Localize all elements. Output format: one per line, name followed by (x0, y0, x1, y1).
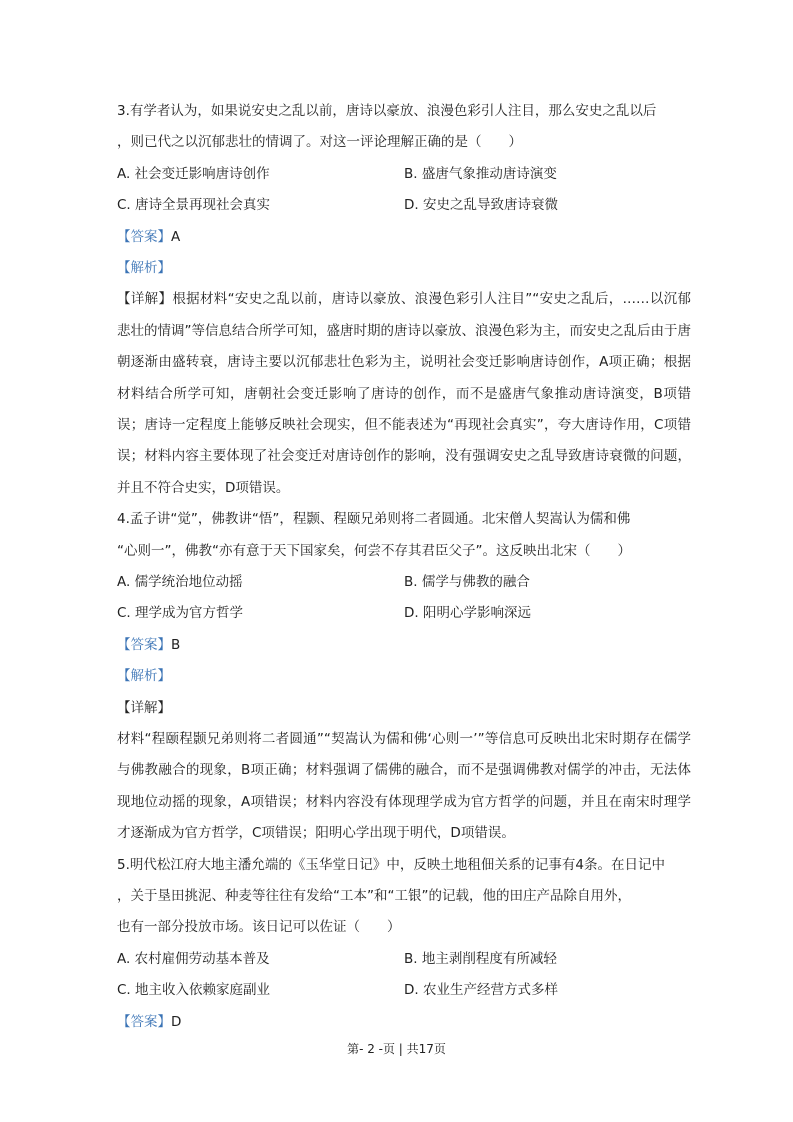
detail-label-line (117, 693, 691, 724)
detail-label: 【详解】 (117, 699, 171, 716)
analysis-label: 【解析】 (117, 259, 171, 276)
detail-label: 【详解】 (117, 291, 173, 308)
answer-label: 【答案】 (117, 1013, 171, 1030)
answer-value: A (171, 228, 181, 245)
analysis-line (117, 253, 691, 284)
options-row (117, 975, 691, 1006)
option-c: C. 唐诗全景再现社会真实 (117, 197, 271, 214)
page-content (117, 96, 691, 1038)
option-a: A. 农村雇佣劳动基本普及 (117, 950, 270, 967)
options-row (117, 598, 691, 629)
option-d: D. 安史之乱导致唐诗衰微 (404, 197, 558, 214)
options-row (117, 944, 691, 975)
question-5 (117, 850, 691, 1038)
answer-value: B (171, 636, 181, 653)
question-stem-line: 4.孟子讲“觉”，佛教讲“悟”，程颢、程颐兄弟则将二者圆通。北宋僧人契嵩认为儒和佛 (117, 511, 631, 528)
answer-line (117, 222, 691, 253)
question-stem-line: ，则已代之以沉郁悲壮的情调了。对这一评论理解正确的是（ ） (117, 134, 522, 151)
option-d: D. 阳明心学影响深远 (404, 605, 531, 622)
options-row (117, 159, 691, 190)
option-b: B. 儒学与佛教的融合 (404, 573, 530, 590)
question-4 (117, 504, 691, 849)
question-stem-line: 5.明代松江府大地主潘允端的《玉华堂日记》中，反映土地租佃关系的记事有4条。在日记中 (117, 856, 665, 873)
answer-line (117, 630, 691, 661)
options-row (117, 190, 691, 221)
analysis-label: 【解析】 (117, 668, 171, 685)
options-row (117, 567, 691, 598)
option-c: C. 地主收入依赖家庭副业 (117, 982, 271, 999)
detail-paragraph (117, 284, 691, 504)
option-b: B. 地主剥削程度有所减轻 (404, 950, 557, 967)
detail-text: 根据材料“安史之乱以前，唐诗以豪放、浪漫色彩引人注目”“安史之乱后，……以沉郁悲壮的情调”等信息结合所学可知，盛唐时期的唐诗以豪放、浪漫色彩为主，而安史之乱后由于唐朝逐渐由盛转衰，唐诗主要以沉郁悲壮色彩为主，说明社会变迁影响唐诗创作，A项正确；根据材料结合所学可知，唐朝社会变迁影响了唐诗的创作，而不是盛唐气象推动唐诗演变，B项错误；唐诗一定程度上能够反映社会现实，但不能表述为“再现社会真实”，夸大唐诗作用，C项错误；材料内容主要体现了社会变迁对唐诗创作的影响，没有强调安史之乱导致唐诗衰微的问题，并且不符合史实，D项错误。 (117, 291, 692, 496)
answer-label: 【答案】 (117, 636, 171, 653)
option-d: D. 农业生产经营方式多样 (404, 982, 558, 999)
option-a: A. 儒学统治地位动摇 (117, 573, 243, 590)
question-3 (117, 96, 691, 504)
answer-line (117, 1007, 691, 1038)
option-b: B. 盛唐气象推动唐诗演变 (404, 165, 557, 182)
detail-paragraph: 材料“程颐程颢兄弟则将二者圆通”“契嵩认为儒和佛‘心则一’”等信息可反映出北宋时期存在儒学与佛教融合的现象，B项正确；材料强调了儒佛的融合，而不是强调佛教对儒学的冲击，无法体现地位动摇的现象，A项错误；材料内容没有体现理学成为官方哲学的问题，并且在南宋时理学才逐渐成为官方哲学，C项错误；阳明心学出现于明代，D项错误。 (117, 730, 691, 842)
option-c: C. 理学成为官方哲学 (117, 605, 244, 622)
question-stem-line: ，关于垦田挑泥、种麦等往往有发给“工本”和“工银”的记载，他的田庄产品除自用外， (117, 887, 631, 904)
question-stem-line: 3.有学者认为，如果说安史之乱以前，唐诗以豪放、浪漫色彩引人注目，那么安史之乱以后 (117, 103, 657, 119)
analysis-line (117, 661, 691, 692)
question-stem-line: 也有一部分投放市场。该日记可以佐证（ ） (117, 919, 401, 936)
option-a: A. 社会变迁影响唐诗创作 (117, 165, 270, 182)
page-footer: 第- 2 -页 | 共17页 (347, 1042, 446, 1056)
answer-label: 【答案】 (117, 228, 171, 245)
answer-value: D (171, 1013, 182, 1030)
question-stem-line: “心则一”，佛教“亦有意于天下国家矣，何尝不存其君臣父子”。这反映出北宋（ ） (117, 542, 631, 559)
